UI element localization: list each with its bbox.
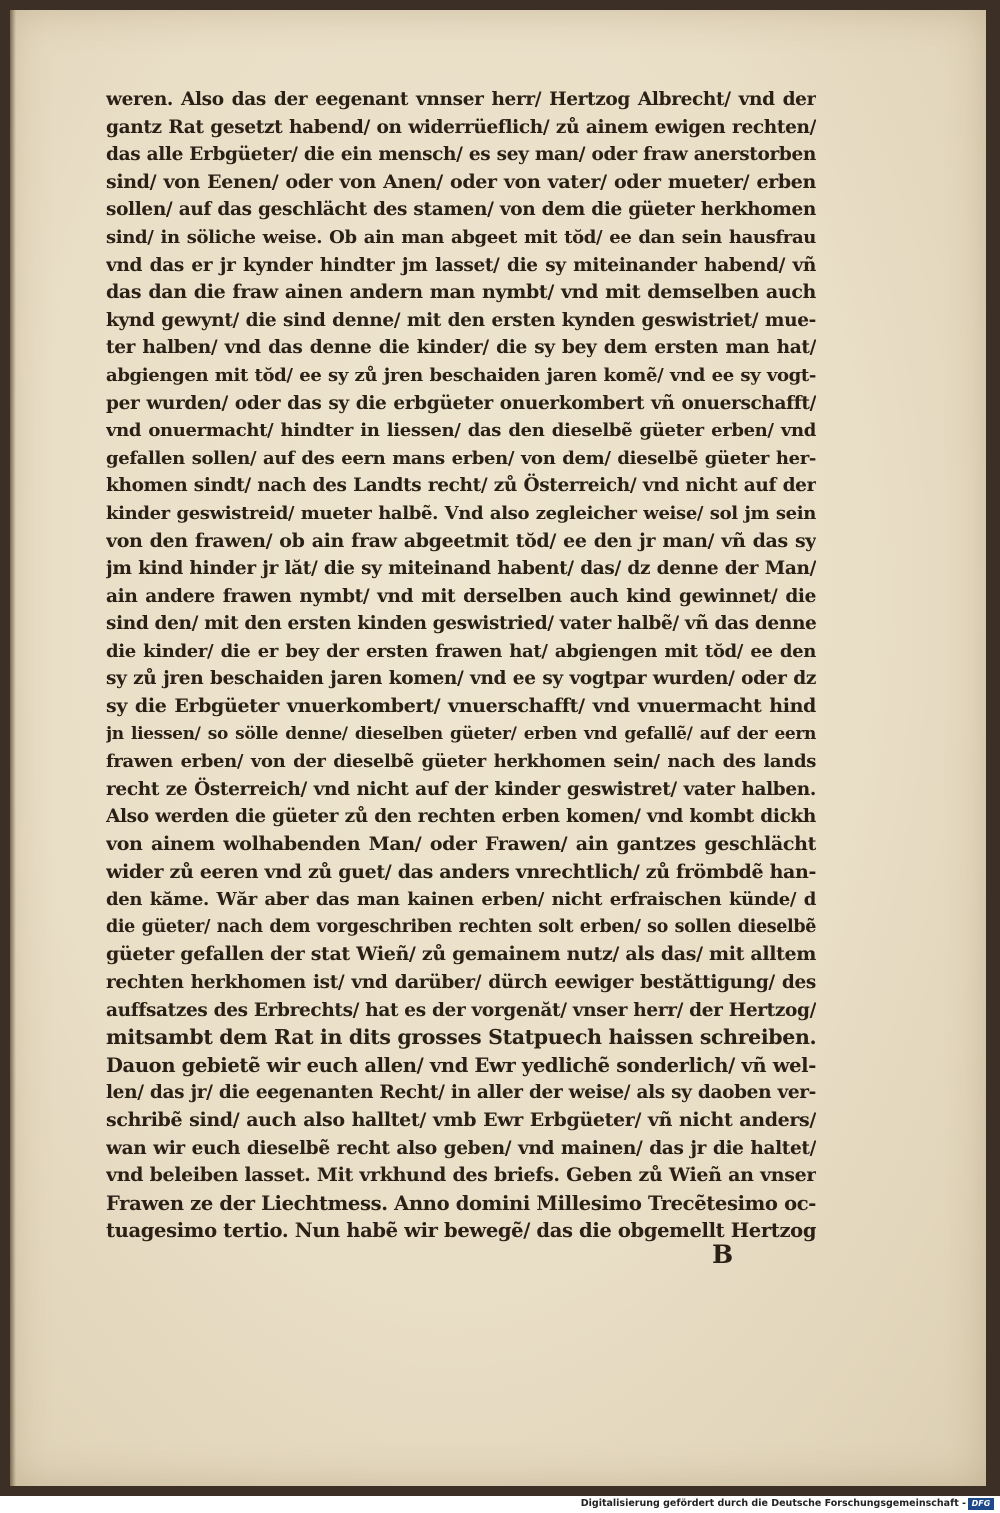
text-line: vnd beleiben lasset. Mit vrkhund des briefs. Geben zů Wieñ an vnser xyxy=(106,1164,816,1187)
text-line: sollen/ auf das geschlächt des stamen/ von dem die güeter herkhomen xyxy=(106,199,816,221)
text-line: von den frawen/ ob ain fraw abgeetmit tŏd/ ee den jr man/ vñ das sy xyxy=(106,529,816,552)
text-line: ter halben/ vnd das denne die kinder/ die sy bey dem ersten man hat/ xyxy=(106,337,816,359)
text-line: recht ze Österreich/ vnd nicht auf der kinder geswistret/ vater halben. xyxy=(106,778,816,800)
text-line: khomen sindt/ nach des Landts recht/ zů Österreich/ vnd nicht auf der xyxy=(106,475,816,497)
text-line: abgiengen mit tŏd/ ee sy zů jren beschaiden jaren komẽ/ vnd ee sy vogt- xyxy=(106,364,816,386)
text-line: sind/ von Eenen/ oder von Anen/ oder von vater/ oder mueter/ erben xyxy=(106,170,816,193)
text-line: vnd onuermacht/ hindter in liessen/ das den dieselbẽ güeter erben/ vnd xyxy=(106,420,816,442)
text-line: kynd gewynt/ die sind denne/ mit den ersten kynden geswistriet/ mue- xyxy=(106,309,816,331)
text-line: len/ das jr/ die eegenanten Recht/ in aller der weise/ als sy daoben ver- xyxy=(106,1082,816,1104)
text-line: per wurden/ oder das sy die erbgüeter onuerkombert vñ onuerschafft/ xyxy=(106,392,816,414)
page-edge-shadow xyxy=(10,10,16,1486)
text-line: rechten herkhomen ist/ vnd darüber/ dürch eewiger bestăttigung/ des xyxy=(106,972,816,993)
text-line: Frawen ze der Liechtmess. Anno domini Millesimo Trecẽtesimo oc- xyxy=(106,1191,816,1215)
text-line: die güeter/ nach dem vorgeschriben rechten solt erben/ so sollen dieselbẽ xyxy=(106,916,816,937)
footer-bar xyxy=(0,1496,1000,1513)
text-line: sy zů jren beschaiden jaren komen/ vnd ee sy vogtpar wurden/ oder dz xyxy=(106,668,816,690)
text-line: das alle Erbgüeter/ die ein mensch/ es sey man/ oder fraw anerstorben xyxy=(106,144,816,166)
text-line: güeter gefallen der stat Wieñ/ zů gemainem nutz/ als das/ mit alltem xyxy=(106,943,816,966)
text-line: jn liessen/ so sölle denne/ dieselben güeter/ erben vnd gefallẽ/ auf der eern xyxy=(106,723,816,744)
text-line: wan wir euch dieselbẽ recht also geben/ vnd mainen/ das jr die haltet/ xyxy=(106,1137,816,1159)
text-line: das dan die fraw ainen andern man nymbt/ vnd mit demselben auch xyxy=(106,281,816,304)
text-line: Dauon gebietẽ wir euch allen/ vnd Ewr yedlichẽ sonderlich/ vñ wel- xyxy=(106,1053,816,1077)
text-line: sind/ in söliche weise. Ob ain man abgeet mit tŏd/ ee dan sein hausfrau xyxy=(106,226,816,248)
text-line: gantz Rat gesetzt habend/ on widerrüeflich/ zů ainem ewigen rechten/ xyxy=(106,116,816,138)
signature-mark: B xyxy=(712,1240,734,1269)
text-line: sind den/ mit den ersten kinden geswistried/ vater halbẽ/ vñ das denne xyxy=(106,613,816,635)
text-line: Also werden die güeter zů den rechten erben komen/ vnd kombt dickh xyxy=(106,806,816,828)
text-line: vnd das er jr kynder hindter jm lasset/ die sy miteinander habend/ vñ xyxy=(106,254,816,276)
text-line: mitsambt dem Rat in dits grosses Statpuech haissen schreiben. xyxy=(106,1025,816,1050)
text-line: frawen erben/ von der dieselbẽ güeter herkhomen sein/ nach des lands xyxy=(106,751,816,773)
text-line: weren. Also das der eegenant vnnser herr/ Hertzog Albrecht/ vnd der xyxy=(106,89,816,110)
text-line: kinder geswistreid/ mueter halbẽ. Vnd also zegleicher weise/ sol jm sein xyxy=(106,502,816,524)
text-line: von ainem wolhabenden Man/ oder Frawen/ ain gantzes geschlächt xyxy=(106,833,816,856)
body-text xyxy=(106,86,816,1245)
dfg-logo-icon: DFG xyxy=(968,1498,994,1510)
text-line: wider zů eeren vnd zů guet/ das anders vnrechtlich/ zů frömbdẽ han- xyxy=(106,860,816,883)
text-line: gefallen sollen/ auf des eern mans erben/ von dem/ dieselbẽ güeter her- xyxy=(106,447,816,469)
text-line: tuagesimo tertio. Nun habẽ wir bewegẽ/ das die obgemellt Hertzog xyxy=(106,1219,816,1243)
text-line: ain andere frawen nymbt/ vnd mit derselben auch kind gewinnet/ die xyxy=(106,585,816,607)
text-line: schribẽ sind/ auch also halltet/ vmb Ewr Erbgüeter/ vñ nicht anders/ xyxy=(106,1108,816,1131)
text-line: auffsatzes des Erbrechts/ hat es der vorgenăt/ vnser herr/ der Hertzog/ xyxy=(106,999,816,1021)
text-line: den kăme. Wăr aber das man kainen erben/ nicht erfraischen künde/ d xyxy=(106,889,816,911)
text-line: jm kind hinder jr lăt/ die sy miteinand habent/ das/ dz denne der Man/ xyxy=(106,558,816,580)
footer-credit: Digitalisierung gefördert durch die Deutsche Forschungsgemeinschaft - xyxy=(580,1498,966,1509)
text-line: die kinder/ die er bey der ersten frawen hat/ abgiengen mit tŏd/ ee den xyxy=(106,640,816,662)
text-line: sy die Erbgüeter vnuerkombert/ vnuerschafft/ vnd vnuermacht hind xyxy=(106,695,816,718)
